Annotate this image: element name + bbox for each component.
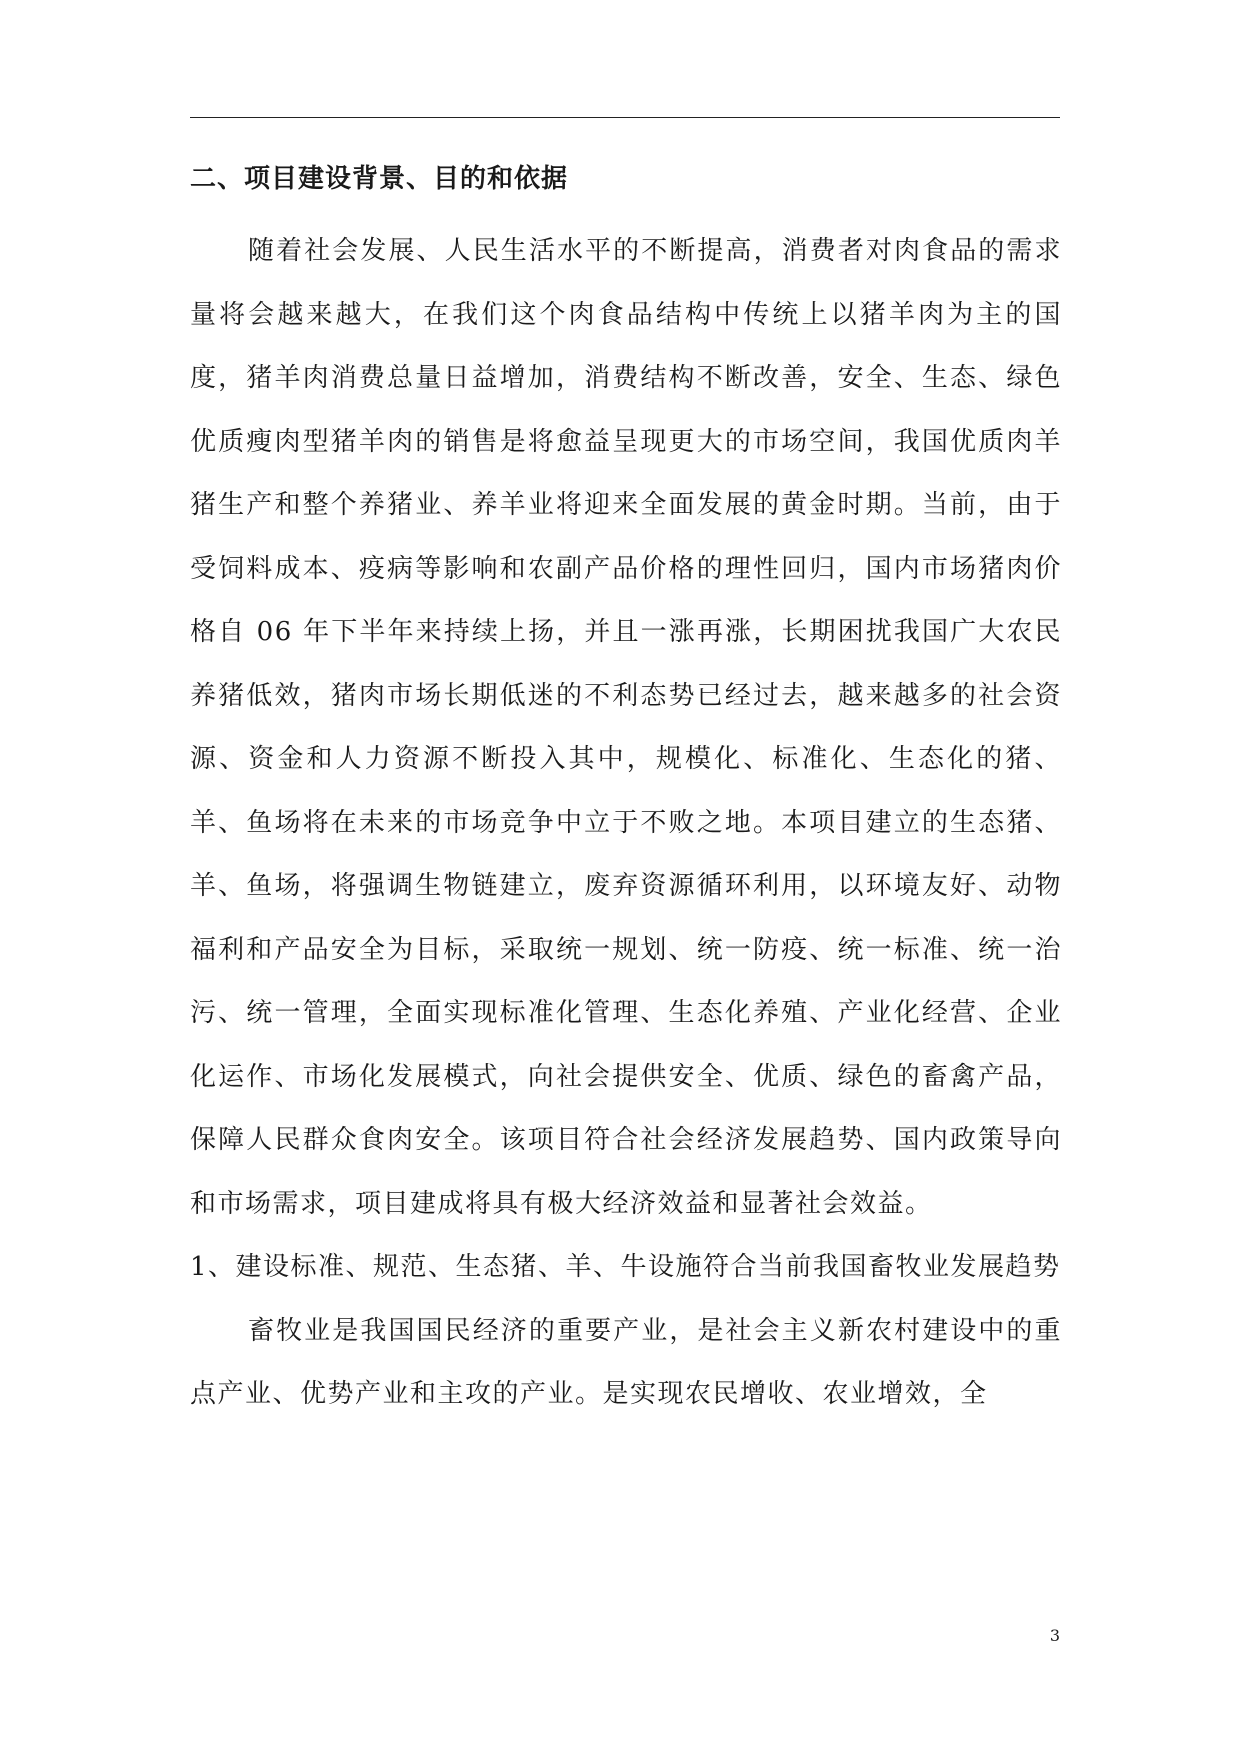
paragraph-livestock-industry: 畜牧业是我国国民经济的重要产业，是社会主义新农村建设中的重点产业、优势产业和主攻的产业。是实现农民增收、农业增效，全 xyxy=(190,1315,1062,1409)
subheading-standards: 1、建设标准、规范、生态猪、羊、牛设施符合当前我国畜牧业发展趋势 xyxy=(190,1252,1061,1282)
page-number: 3 xyxy=(1049,1626,1060,1645)
document-body xyxy=(190,158,1062,1427)
header-rule xyxy=(190,117,1060,118)
section-heading: 二、项目建设背景、目的和依据 xyxy=(190,164,569,194)
paragraph-background: 随着社会发展、人民生活水平的不断提高，消费者对肉食品的需求量将会越来越大，在我们这个肉食品结构中传统上以猪羊肉为主的国度，猪羊肉消费总量日益增加，消费结构不断改善，安全、生态、绿色优质瘦肉型猪羊肉的销售是将愈益呈现更大的市场空间，我国优质肉羊猪生产和整个养猪业、养羊业将迎来全面发展的黄金时期。当前，由于受饲料成本、疫病等影响和农副产品价格的理性回归，国内市场猪肉价格自 06 年下半年来持续上扬，并且一涨再涨，长期困扰我国广大农民养猪低效，猪肉市场长期低迷的不利态势已经过去，越来越多的社会资源、资金和人力资源不断投入其中，规模化、标准化、生态化的猪、羊、鱼场将在未来的市场竞争中立于不败之地。本项目建立的生态猪、羊、鱼场，将强调生物链建立，废弃资源循环利用，以环境友好、动物福利和产品安全为目标，采取统一规划、统一防疫、统一标准、统一治污、统一管理，全面实现标准化管理、生态化养殖、产业化经营、企业化运作、市场化发展模式，向社会提供安全、优质、绿色的畜禽产品，保障人民群众食肉安全。该项目符合社会经济发展趋势、国内政策导向和市场需求，项目建成将具有极大经济效益和显著社会效益。 xyxy=(190,236,1062,1219)
